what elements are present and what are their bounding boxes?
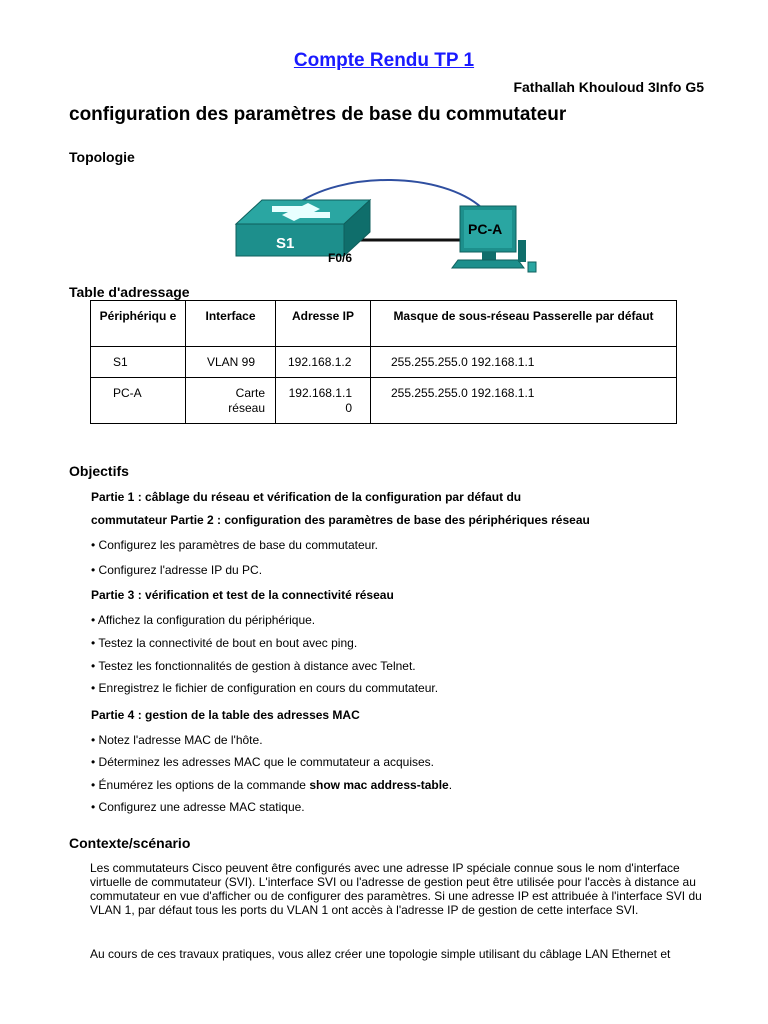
list-item: • Notez l'adresse MAC de l'hôte. [91, 733, 263, 747]
table-header-cell: Masque de sous-réseau Passerelle par défaut [371, 301, 677, 347]
table-cell: PC-A [91, 378, 186, 424]
pc-icon [452, 206, 536, 272]
table-cell: 255.255.255.0 192.168.1.1 [371, 378, 677, 424]
pc-label: PC-A [468, 221, 503, 237]
list-item: • Testez la connectivité de bout en bout avec ping. [91, 636, 358, 650]
part1-line2: commutateur Partie 2 : configuration des paramètres de base des périphériques réseau [91, 513, 590, 527]
table-header-row [91, 301, 677, 347]
topology-heading: Topologie [69, 149, 135, 165]
address-table [90, 300, 677, 424]
list-item-suffix: . [448, 778, 453, 792]
table-cell: S1 [91, 347, 186, 378]
author-line: Fathallah Khouloud 3Info G5 [513, 79, 704, 95]
list-item: • Configurez une adresse MAC statique. [91, 800, 305, 814]
address-table-heading: Table d'adressage [69, 284, 190, 300]
list-item-prefix: • Énumérez les options de la commande [91, 778, 310, 792]
document-title[interactable]: Compte Rendu TP 1 [293, 50, 475, 71]
main-heading: configuration des paramètres de base du commutateur [69, 104, 567, 125]
part1-line1: Partie 1 : câblage du réseau et vérification de la configuration par défaut du [91, 490, 522, 504]
switch-icon [236, 200, 370, 256]
objectives-heading: Objectifs [69, 463, 129, 479]
table-header-cell: Périphériqu e [91, 301, 186, 347]
table-cell: VLAN 99 [186, 347, 276, 378]
list-item: • Enregistrez le fichier de configuration en cours du commutateur. [91, 681, 439, 695]
list-item: • Affichez la configuration du périphérique. [91, 613, 316, 627]
part3-title: Partie 3 : vérification et test de la connectivité réseau [91, 588, 394, 602]
list-item [91, 778, 452, 792]
table-cell: Carte réseau [186, 378, 276, 424]
context-paragraph-1: Les commutateurs Cisco peuvent être configurés avec une adresse IP spéciale connue sous le nom d'interface virtuelle de commutateur (SVI). L'interface SVI ou l'adresse de gestion peut être utilisée pour l'accès à distance au commutateur en vue d'afficher ou de configurer des paramètres. Si une adresse IP est attribuée à l'interface SVI du VLAN 1, par défaut tous les ports du VLAN 1 ont accès à l'adresse IP de gestion de cette interface SVI. [90, 861, 702, 917]
port-label: F0/6 [328, 251, 353, 265]
part4-title: Partie 4 : gestion de la table des adresses MAC [91, 708, 360, 722]
table-header-cell: Adresse IP [276, 301, 371, 347]
table-row [91, 378, 677, 424]
command-name: show mac address-table [309, 778, 449, 792]
switch-label: S1 [276, 235, 295, 252]
table-cell: 192.168.1.2 [276, 347, 371, 378]
table-cell: 255.255.255.0 192.168.1.1 [371, 347, 677, 378]
table-header-cell: Interface [186, 301, 276, 347]
table-row [91, 347, 677, 378]
list-item: • Déterminez les adresses MAC que le commutateur a acquises. [91, 755, 435, 769]
list-item: • Configurez les paramètres de base du commutateur. [91, 538, 379, 552]
list-item: • Configurez l'adresse IP du PC. [91, 563, 263, 577]
list-item: • Testez les fonctionnalités de gestion à distance avec Telnet. [91, 659, 416, 673]
table-cell: 192.168.1.1 0 [276, 378, 371, 424]
context-paragraph-2: Au cours de ces travaux pratiques, vous allez créer une topologie simple utilisant du câblage LAN Ethernet et [90, 947, 671, 961]
topology-diagram [232, 178, 548, 278]
context-heading: Contexte/scénario [69, 835, 191, 851]
